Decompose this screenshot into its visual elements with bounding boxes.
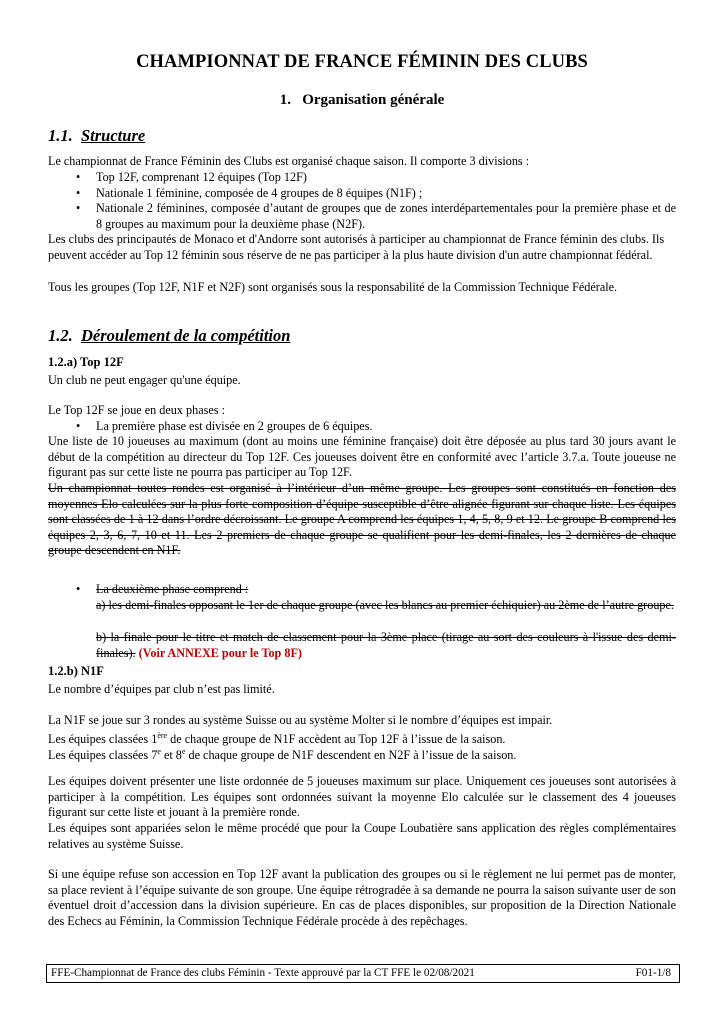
n1f-team-count: Le nombre d’équipes par club n’est pas limité. xyxy=(48,682,275,696)
heading-1-1-title: Structure xyxy=(81,126,146,145)
struck-final-paragraph xyxy=(96,630,676,661)
n1f-promotion: Les équipes classées 1ère de chaque groupe de N1F accèdent au Top 12F à l’issue de la saison. xyxy=(48,731,506,747)
list-item: • La deuxième phase comprend : xyxy=(76,582,249,596)
section-1-label: Organisation générale xyxy=(302,92,445,108)
bullet-icon: • xyxy=(76,185,81,200)
top12-list-paragraph: Une liste de 10 joueuses au maximum (dont au moins une féminine française) doit être déposée au plus tard 30 jours avant le début de la compétition au directeur du Top 12F. Ces joueuses doivent être en conformité avec l’article 3.7.a. Toute joueuse ne figurant pas sur cette liste ne pourra pas participer au Top 12F. xyxy=(48,434,676,479)
structure-intro: Le championnat de France Féminin des Clubs est organisé chaque saison. Il comporte 3 divisions : xyxy=(48,154,530,168)
bullet-icon: • xyxy=(76,170,81,184)
heading-1-1-number: 1.1. xyxy=(48,126,73,145)
struck-championship-paragraph: Un championnat toutes rondes est organisé à l’intérieur d’un même groupe. Les groupes sont constitués en fonction des moyennes Elo calculées sur la plus forte composition d’équipe susceptible d’être alignée figurant sur chaque liste. Les équipes sont classées de 1 à 12 dans l’ordre décroissant. Le groupe A comprend les équipes 1, 4, 5, 8, 9 et 12. Le groupe B comprend les équipes 2, 3, 6, 7, 10 et 11. Les 2 premiers de chaque groupe se qualifient pour les demi-finales, les 2 dernières de chaque groupe descendent en N1F. xyxy=(48,481,676,557)
monaco-andorre-paragraph: Les clubs des principautés de Monaco et d'Andorre sont autorisés à participer au championnat de France féminin des clubs. Ils peuvent accéder au Top 12 féminin sous réserve de ne pas participer à la plus haute division d'un autre championnat fédéral. xyxy=(48,232,665,262)
list-item: • Nationale 1 féminine, composée de 4 groupes de 8 équipes (N1F) ; xyxy=(76,185,423,200)
n1f-pairing: Les équipes sont appariées selon le même procédé que pour la Coupe Loubatière sans application des règles complémentaires relatives au système Suisse. xyxy=(48,821,676,851)
heading-1-2-title: Déroulement de la compétition xyxy=(81,326,291,345)
n1f-relegation: Les équipes classées 7e et 8e de chaque groupe de N1F descendent en N2F à l’issue de la saison. xyxy=(48,747,517,763)
top12-phases-list xyxy=(48,419,676,435)
n1f-system: La N1F se joue sur 3 rondes au système Suisse ou au système Molter si le nombre d’équipes est impair. xyxy=(48,713,553,727)
section-1-title xyxy=(48,92,676,109)
heading-top12f: 1.2.a) Top 12F xyxy=(48,355,124,369)
section-1-number: 1. xyxy=(279,92,291,108)
bullet-icon: • xyxy=(76,419,81,433)
page-number: F01-1/8 xyxy=(635,967,671,979)
heading-1-2 xyxy=(48,326,290,346)
heading-n1f: 1.2.b) N1F xyxy=(48,664,104,678)
heading-1-1 xyxy=(48,126,145,146)
footer-text: FFE-Championnat de France des clubs Féminin - Texte approuvé par la CT FFE le 02/08/2021 xyxy=(51,967,475,979)
list-item: • Nationale 2 féminines, composée d’autant de groupes que de zones interdépartementales pour la première phase et de 8 groupes au maximum pour la deuxième phase (N2F). xyxy=(76,201,676,231)
struck-phase2-list xyxy=(48,582,676,598)
page-footer xyxy=(46,964,680,983)
n1f-team-list: Les équipes doivent présenter une liste ordonnée de 5 joueuses maximum sur place. Uniquement ces joueuses sont autorisées à participer à la compétition. Les équipes sont ordonnées suivant la moyenne Elo calculée sur le classement des 4 joueuses figurant sur cette liste et jouant à la première ronde. xyxy=(48,774,676,819)
top12-phases-intro: Le Top 12F se joue en deux phases : xyxy=(48,403,225,417)
document-title: CHAMPIONNAT DE FRANCE FÉMININ DES CLUBS xyxy=(136,52,588,72)
list-item: • La première phase est divisée en 2 groupes de 6 équipes. xyxy=(76,419,373,433)
bullet-icon: • xyxy=(76,582,81,596)
annexe-reference: (Voir ANNEXE pour le Top 8F) xyxy=(135,645,302,660)
divisions-list xyxy=(48,170,676,232)
struck-semifinals: a) les demi-finales opposant le 1er de chaque groupe (avec les blancs au premier échiquier) au 2ème de l’autre groupe. xyxy=(96,598,674,612)
top12-engagement: Un club ne peut engager qu'une équipe. xyxy=(48,373,241,387)
groups-paragraph: Tous les groupes (Top 12F, N1F et N2F) sont organisés sous la responsabilité de la Commission Technique Fédérale. xyxy=(48,280,618,294)
list-item: • Top 12F, comprenant 12 équipes (Top 12F) xyxy=(76,170,307,184)
struck-final-text: b) la finale pour le titre et match de classement pour la 3ème place (tirage au sort des couleurs à l'issue des demi-finales). xyxy=(96,630,676,660)
n1f-accession-refusal: Si une équipe refuse son accession en Top 12F avant la publication des groupes ou si le règlement ne lui permet pas de monter, sa place revient à l’équipe suivante de son groupe. Une équipe rétrogradée à sa demande ne pourra la saison suivante user de son éventuel droit d’accession dans la division supérieure. En cas de places disponibles, sur proposition de la Direction Nationale des Echecs au Féminin, la Commission Technique Fédérale procède à des repêchages. xyxy=(48,867,676,928)
bullet-icon: • xyxy=(76,201,81,215)
heading-1-2-number: 1.2. xyxy=(48,326,73,345)
